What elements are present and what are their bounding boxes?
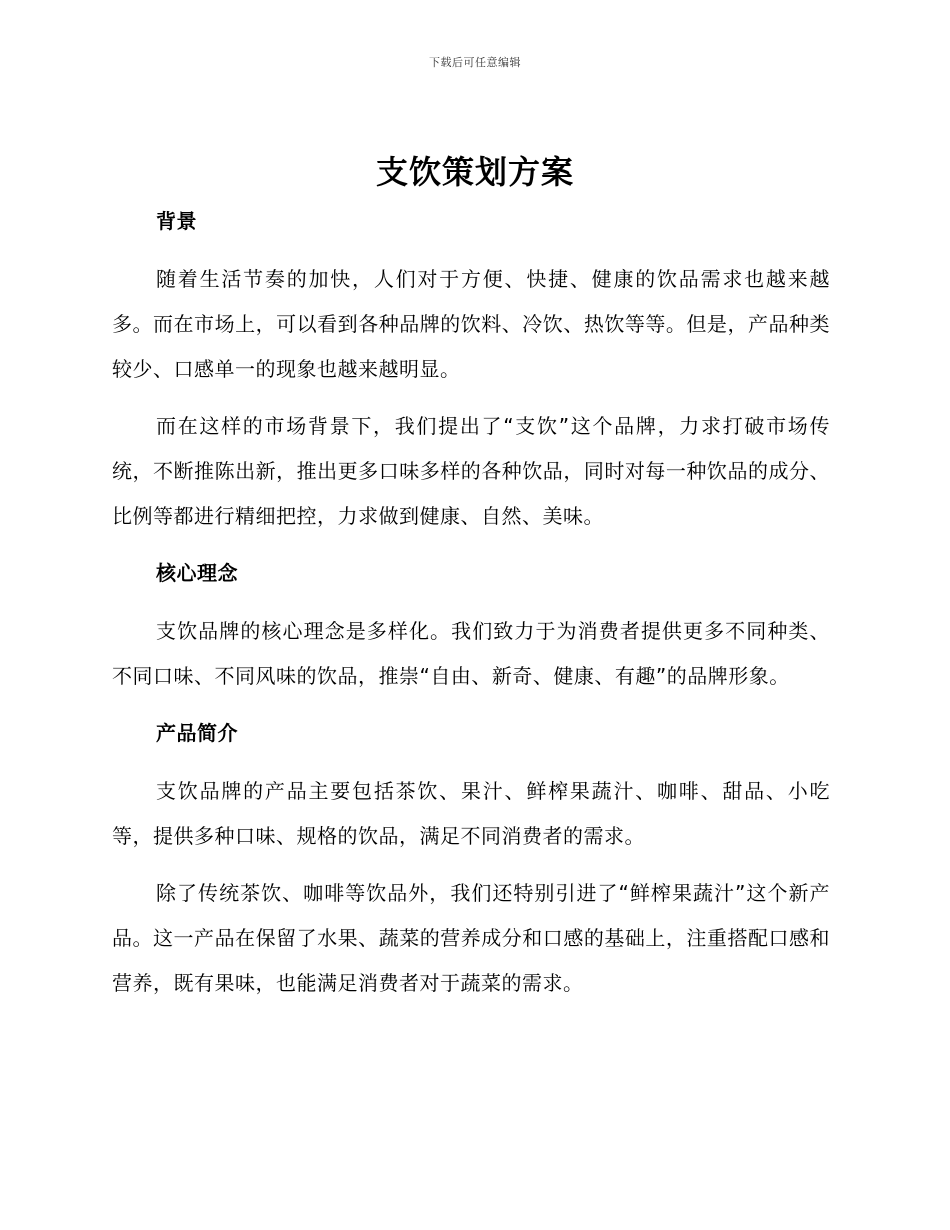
section-heading-background: 背景 <box>156 209 197 233</box>
section-heading-core-concept: 核心理念 <box>156 561 238 585</box>
section-heading-product-intro: 产品简介 <box>156 721 238 745</box>
paragraph-product-intro-2: 除了传统茶饮、咖啡等饮品外，我们还特别引进了“鲜榨果蔬汁”这个新产品。这一产品在保留了水果、蔬菜的营养成分和口感的基础上，注重搭配口感和营养，既有果味，也能满足消费者对于蔬菜的需求。 <box>112 881 830 995</box>
document-body <box>112 199 830 1018</box>
page-title: 支饮策划方案 <box>375 153 574 191</box>
paragraph-core-concept-1: 支饮品牌的核心理念是多样化。我们致力于为消费者提供更多不同种类、不同口味、不同风味的饮品，推崇“自由、新奇、健康、有趣”的品牌形象。 <box>112 619 830 688</box>
paragraph-background-1: 随着生活节奏的加快，人们对于方便、快捷、健康的饮品需求也越来越多。而在市场上，可以看到各种品牌的饮料、冷饮、热饮等等。但是，产品种类较少、口感单一的现象也越来越明显。 <box>112 267 830 381</box>
paragraph-background-2: 而在这样的市场背景下，我们提出了“支饮”这个品牌，力求打破市场传统，不断推陈出新，推出更多口味多样的各种饮品，同时对每一种饮品的成分、比例等都进行精细把控，力求做到健康、自然、美味。 <box>112 414 830 528</box>
header-note: 下载后可任意编辑 <box>429 56 521 69</box>
paragraph-product-intro-1: 支饮品牌的产品主要包括茶饮、果汁、鲜榨果蔬汁、咖啡、甜品、小吃等，提供多种口味、规格的饮品，满足不同消费者的需求。 <box>112 779 830 848</box>
